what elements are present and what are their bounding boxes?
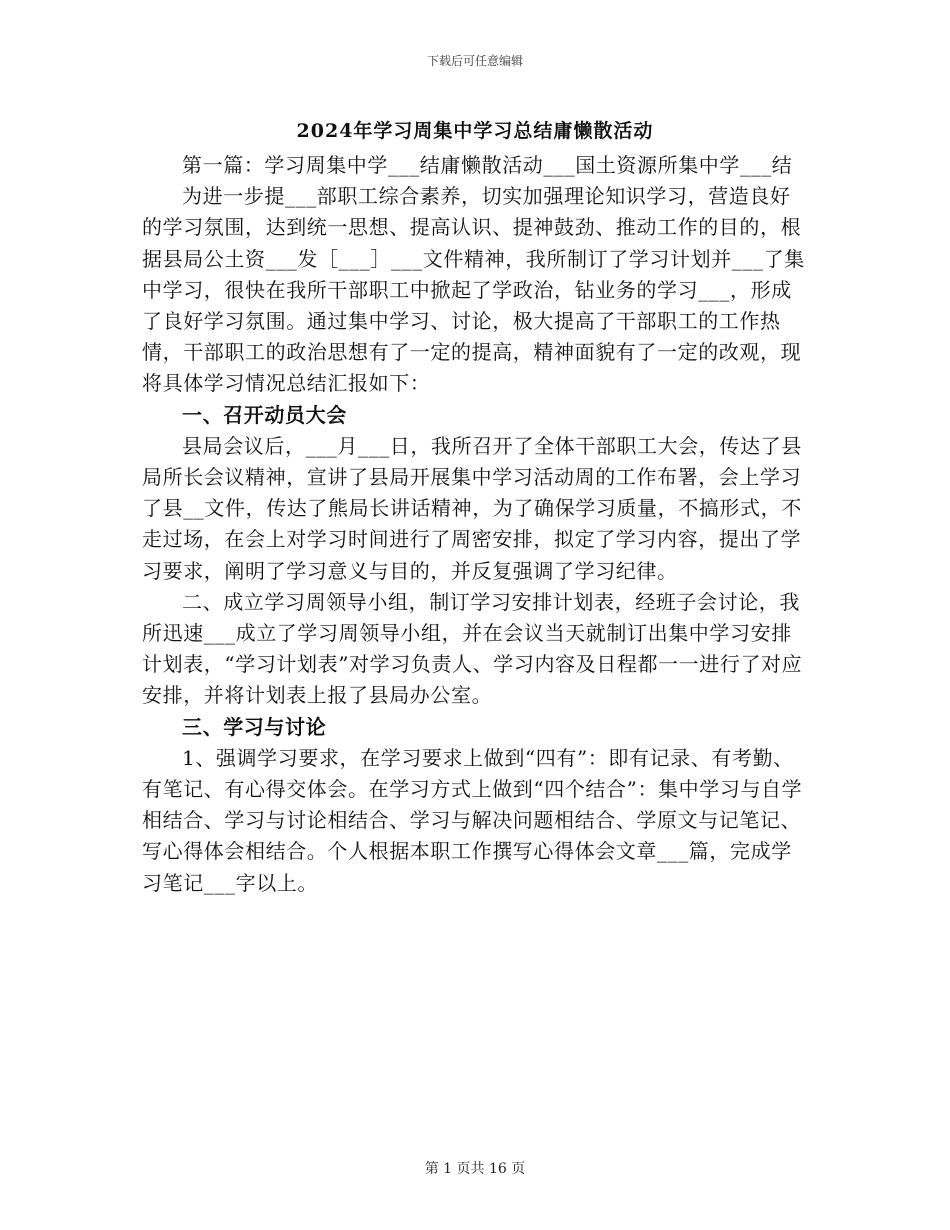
paragraph-chapter-intro: 第一篇：学习周集中学___结庸懒散活动___国土资源所集中学___结 [182,153,793,177]
section-heading-1: 一、召开动员大会 [182,402,347,427]
section-heading-3: 三、学习与讨论 [182,714,327,739]
paragraph-section-3-item-1: 1、强调学习要求，在学习要求上做到“四有”：即有记录、有考勤、有笔记、有心得交体会。在学习方式上做到“四个结合”：集中学习与自学相结合、学习与讨论相结合、学习与解决问题相结合、学原文与记笔记、写心得体会相结合。个人根据本职工作撰写心得体会文章___篇，完成学习笔记___字以上。 [142,745,803,895]
document-title: 2024年学习周集中学习总结庸懒散活动 [296,120,654,142]
paragraph-introduction: 为进一步提___部职工综合素养，切实加强理论知识学习，营造良好的学习氛围，达到统一思想、提高认识、提神鼓劲、推动工作的目的，根据县局公土资___发［___］___文件精神，我所制订了学习计划并___了集中学习，很快在我所干部职工中掀起了学政治，钻业务的学习___，形成了良好学习氛围。通过集中学习、讨论，极大提高了干部职工的工作热情，干部职工的政治思想有了一定的提高，精神面貌有了一定的改观，现将具体学习情况总结汇报如下： [142,184,805,396]
paragraph-section-1: 县局会议后，___月___日，我所召开了全体干部职工大会，传达了县局所长会议精神，宣讲了县局开展集中学习活动周的工作布署，会上学习了县__文件，传达了熊局长讲话精神，为了确保学习质量，不搞形式，不走过场，在会上对学习时间进行了周密安排，拟定了学习内容，提出了学习要求，阐明了学习意义与目的，并反复强调了学习纪律。 [142,433,802,583]
paragraph-section-2: 二、成立学习周领导小组，制订学习安排计划表，经班子会讨论，我所迅速___成立了学习周领导小组，并在会议当天就制订出集中学习安排计划表，“学习计划表”对学习负责人、学习内容及日程都一一进行了对应安排，并将计划表上报了县局办公室。 [142,589,803,708]
page-header-note: 下载后可任意编辑 [426,54,523,68]
document-body [142,150,808,899]
page-number: 第 1 页共 16 页 [424,1161,526,1177]
